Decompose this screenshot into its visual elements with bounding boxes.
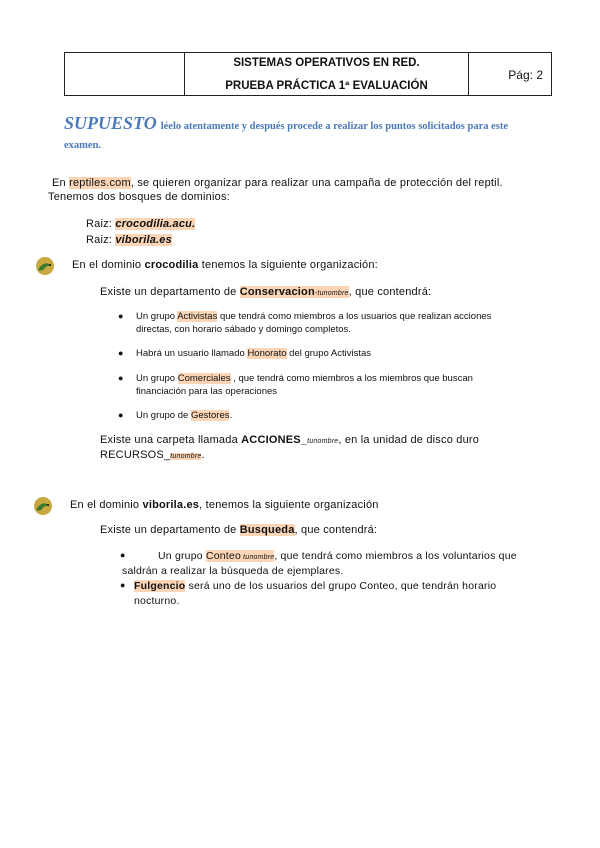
section2-heading [70,498,379,512]
bullet-text: del grupo Activistas [286,348,372,359]
group-gestores: Gestores [190,410,230,421]
bullet-text: será uno de los usuarios del grupo Conteo, que tendrán horario [185,580,497,592]
section2-dept-line [100,523,377,537]
section1-dept-line [100,285,431,301]
bullet-text: . [229,410,233,421]
folder-acciones: ACCIONES_ [241,434,308,446]
header-empty-cell [65,53,185,95]
section1-post: tenemos la siguiente organización: [198,259,378,271]
bullet-fulgencio [134,579,496,593]
lizard-icon [32,496,54,516]
page-number: Pág: 2 [508,68,543,82]
supuesto-title: SUPUESTO [64,113,157,133]
bullet-dot: ● [118,410,124,420]
raiz-label: Raiz: [86,218,116,230]
intro-text: En [52,177,70,189]
bullet-dot: ● [118,311,124,321]
dept-post: , que contendrá: [294,524,378,536]
supuesto-subtitle: léelo atentamente y después procede a realizar los puntos solicitados para este examen. [64,121,509,151]
raiz-label: Raiz: [86,234,116,246]
section1-pre: En el dominio [72,259,145,271]
header-table [64,52,552,96]
raiz-line-1 [86,217,195,231]
folder-post: , en la unidad de disco duro [338,434,480,446]
user-honorato: Honorato [247,348,287,359]
dept-pre: Existe un departamento de [100,524,240,536]
dept-conservacion: Conservacion [239,286,315,298]
bullet-text: Un grupo [136,373,178,384]
recursos-line [100,448,205,464]
section2-domain: viborila.es [142,499,200,511]
intro-paragraph [52,176,503,190]
domain-link: reptiles.com [69,177,131,189]
group-conteo: Conteo [205,550,241,562]
recursos-label: RECURSOS_ [100,449,171,461]
section1-heading [72,258,378,272]
recursos-post: . [201,449,205,461]
raiz-viborila: viborila.es [115,234,172,246]
header-line1: SISTEMAS OPERATIVOS EN RED. [233,57,420,69]
bullet-dot: ● [120,550,126,560]
bullet-gestores [136,409,232,422]
bullet-comerciales-line2: financiación para las operaciones [136,386,278,397]
bullet-conteo [158,549,517,565]
bullet-text: Un grupo [136,311,178,322]
section2-pre: En el dominio [70,499,143,511]
group-comerciales: Comerciales [177,373,231,384]
bullet-text: que tendrá como miembros a los usuarios que realizan acciones [217,311,492,322]
conteo-suffix: tunombre [240,554,275,561]
dept-suffix: -tunombre [314,290,349,297]
raiz-crocodilia: crocodilia.acu. [115,218,196,230]
bullet-dot: ● [120,580,126,590]
supuesto-block [64,115,544,154]
bullet-text: Un grupo de [136,410,191,421]
header-title-cell [185,53,469,95]
bullet-fulgencio-line2: nocturno. [134,595,180,607]
dept-busqueda: Busqueda [239,524,295,536]
header-line2: PRUEBA PRÁCTICA 1ª EVALUACIÓN [225,80,428,92]
folder-suffix: tunombre [307,438,339,445]
lizard-icon [34,256,56,276]
bullet-text: , que tendrá como miembros a los voluntarios que [274,550,517,562]
bullet-text: , que tendrá como miembros a los miembros que buscan [230,373,473,384]
recursos-suffix: tunombre [170,453,202,460]
folder-pre: Existe una carpeta llamada [100,434,242,446]
user-fulgencio: Fulgencio [134,580,186,592]
bullet-dot: ● [118,373,124,383]
bullet-dot: ● [118,348,124,358]
bullet-text: Un grupo [158,550,206,562]
bullet-activistas [136,310,552,323]
group-activistas: Activistas [177,311,218,322]
dept-pre: Existe un departamento de [100,286,240,298]
bullet-conteo-line2: saldrán a realizar la búsqueda de ejemplares. [122,565,344,577]
section1-domain: crocodilia [144,259,199,271]
bullet-comerciales [136,372,473,385]
folder-line [100,433,479,449]
dept-post: , que contendrá: [348,286,432,298]
forests-line: Tenemos dos bosques de dominios: [48,191,230,203]
header-page-cell [469,53,551,95]
raiz-line-2 [86,233,172,247]
bullet-text: Habrá un usuario llamado [136,348,248,359]
bullet-honorato [136,347,371,360]
section2-post: , tenemos la siguiente organización [199,499,379,511]
intro-text-rest: , se quieren organizar para realizar una campaña de protección del reptil. [130,177,503,189]
bullet-activistas-line2: directas, con horario sábado y domingo completos. [136,324,351,335]
